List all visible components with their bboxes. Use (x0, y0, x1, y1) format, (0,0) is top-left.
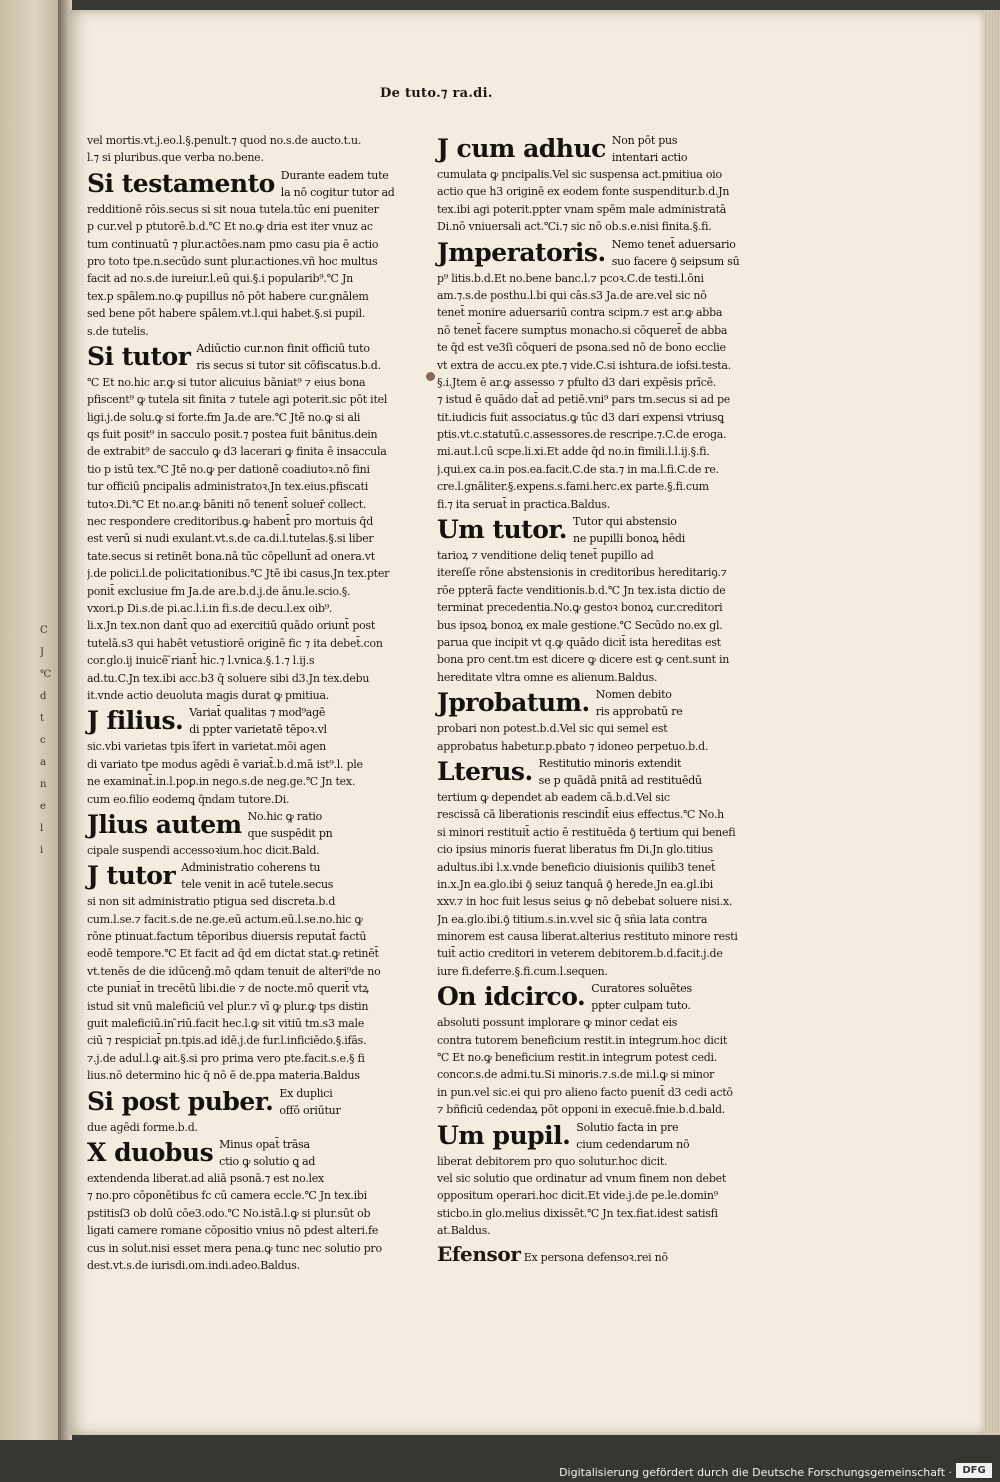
text-line: pfiscent⁹ ꝙ tutela sit finita ⁊ tutele agi poterit.sic pōt itel (87, 393, 388, 407)
fragment-glyph: c (40, 735, 46, 746)
fragment-glyph: C (40, 625, 48, 636)
left-column (87, 132, 432, 1274)
rubric-side-line: Solutio facta in pre (576, 1120, 679, 1134)
rubric-side-line: ppter culpam tuto. (591, 999, 691, 1013)
rubric-word: Lterus. (437, 756, 533, 786)
paragraph (87, 132, 432, 167)
fragment-glyph: n (40, 779, 47, 790)
text-line: ⁊ istud ē quādo dat̄ ad petiē.vni⁹ pars tm.secus si ad pe (437, 393, 731, 407)
text-line: it.vnde actio deuoluta magis durat ꝙ pmitiua. (87, 688, 330, 702)
rubric-side-line: Ex duplici (279, 1086, 333, 1100)
text-line: terminat precedentia.No.ꝙ gestoꝛ bonoꝝ cur.creditori (437, 601, 723, 615)
text-line: p cur.vel p ptutorē.b.d.℃ Et no.ꝙ dria est iter vnuz ac (87, 220, 373, 234)
text-line: oppositum operari.hoc dicit.Et vide.j.de pe.le.domin⁹ (437, 1189, 718, 1203)
text-line: Jn ea.glo.ibi.ꝯ̄ titium.s.in.v.vel sic q̄ sñia lata contra (437, 912, 708, 926)
text-line: tex.ibi agi poterit.ppter vnam spēm male administratā (437, 202, 727, 216)
rubric-word: Si testamento (87, 168, 275, 198)
rubric-side-text (591, 980, 692, 1014)
text-line: tuit̄ actio creditori in veterem debitorem.b.d.facit.j.de (437, 947, 723, 961)
fragment-glyph: t (40, 713, 45, 724)
text-line: ligati camere romane cōpositio vnius nō pdest alteri.fe (87, 1224, 379, 1238)
text-line: est verū si nudi exulant.vt.s.de ca.di.l.tutelas.§.si liber (87, 532, 374, 546)
text-line: ℃ Et no.ꝙ beneficium restit.in integrum potest cedi. (437, 1051, 718, 1065)
rubric-side-line: Nomen debito (595, 688, 672, 702)
rubric-heading (87, 1085, 432, 1119)
text-line: mi.aut.l.cū scpe.li.xi.Et adde q̄d no.in fimili.l.l.ij.§.fi. (437, 445, 710, 459)
text-line: §.i.Jtem ē ar.ꝙ assesso ⁊ pfulto d3 dari expēsis prīcē. (437, 375, 717, 389)
rubric-side-line: Administratio coherens tu (181, 861, 321, 875)
rubric-heading (437, 132, 769, 166)
text-line: at.Baldus. (437, 1224, 491, 1238)
text-line: xxv.⁊ in hoc fuit lesus seius ꝙ nō debebat soluere nisi.x. (437, 895, 733, 909)
paragraph (87, 704, 432, 808)
text-line: in pun.vel sic.ei qui pro alieno facto puenit̄ d3 cedi actō (437, 1085, 733, 1099)
text-line: probari non potest.b.d.Vel sic qui semel est (437, 722, 668, 736)
text-line: bus ipsoꝝ bonoꝝ ex male gestione.℃ Secūdo no.ex gl. (437, 618, 723, 632)
rubric-word: Jprobatum. (437, 688, 590, 718)
text-line: hereditate vltra omne es alienum.Baldus. (437, 670, 658, 684)
paragraph (87, 808, 432, 859)
paragraph (87, 167, 432, 340)
text-line: iure fi.deferre.§.fi.cum.l.sequen. (437, 964, 608, 978)
rubric-side-text (196, 340, 380, 374)
text-line: fi.⁊ ita seruat̄ in practica.Baldus. (437, 497, 610, 511)
text-line: cumulata ꝙ pncipalis.Vel sic suspensa act.pmitiua oio (437, 168, 722, 181)
text-line: p⁹ litis.b.d.Et no.bene banc.l.⁊ pcoꝛ.C.de testi.l.ōni (437, 271, 704, 285)
rubric-side-line: No.hic ꝙ ratio (247, 809, 323, 823)
text-line: tio p istū tex.℃ Jtē no.ꝙ per dationē coadiutoꝛ.nō fini (87, 462, 370, 476)
text-line: facit ad no.s.de iureiur.l.eū qui.§.i popularib⁹.℃ Jn (87, 272, 353, 286)
rubric-word: Um pupil. (437, 1120, 571, 1150)
rubric-side-text (539, 755, 702, 789)
paragraph (87, 1085, 432, 1136)
text-line: contra tutorem beneficium restit.in integrum.hoc dicit (437, 1033, 728, 1047)
paragraph (437, 755, 769, 980)
rubric-side-line: ris secus si tutor sit cōfiscatus.b.d. (196, 358, 381, 372)
rubric-side-text (189, 704, 327, 738)
paragraph (87, 340, 432, 704)
rubric-side-text (596, 686, 683, 720)
rubric-side-line: Restitutio minoris extendit (538, 756, 682, 770)
rubric-word: Um tutor. (437, 515, 567, 545)
rubric-side-line: Durante eadem tute (280, 168, 389, 182)
rubric-side-line: suo facere ꝯ̄ seipsum sū (611, 254, 740, 268)
text-line: lius.nō determino hic q̄ nō ē de.ppa materia.Baldus (87, 1069, 360, 1083)
rubric-word: Jlius autem (87, 809, 242, 839)
rubric-side-line: tele venit in acē tutele.secus (181, 878, 334, 892)
paragraph (87, 859, 432, 1084)
fragment-glyph: i (40, 845, 44, 856)
line-text: Ex persona defensoꝛ.rei nō (523, 1250, 668, 1264)
rubric-heading (437, 755, 769, 789)
fragment-glyph: l (40, 823, 44, 834)
text-line: rōne ptinuat.factum tēporibus diuersis reputat̄ factū (87, 930, 367, 944)
text-line: pro toto tpe.n.secūdo sunt plur.actiones.vñ hoc multus (87, 254, 378, 268)
text-line: vel mortis.vt.j.eo.l.§.penult.⁊ quod no.s.de aucto.t.u. (87, 134, 362, 147)
text-line: vt.tenēs de die idūcenḡ.mō qdam tenuit de alteri⁹de no (87, 964, 381, 978)
text-line: approbatus habetur.p.pbato ⁊ idoneo perpetuo.b.d. (437, 739, 709, 753)
text-line: sticbo.in glo.melius dixissēt.℃ Jn tex.fiat.idest satisfi (437, 1206, 718, 1220)
text-line: eodē tempore.℃ Et facit ad q̄d em dictat stat.ꝙ retinēt̄ (87, 947, 379, 961)
paragraph (437, 236, 769, 513)
rubric-word: Si tutor (87, 341, 191, 371)
text-line: dest.vt.s.de iurisdi.om.indi.adeo.Baldus. (87, 1258, 300, 1272)
rubric-word: Si post puber. (87, 1086, 274, 1116)
rubric-side-text (279, 1085, 340, 1119)
text-line: itereſſe rōne abstensionis in creditoribus hereditariꝯ.⁊ (437, 566, 727, 580)
rubric-side-line: offō oriūtur (279, 1103, 341, 1117)
text-line: tex.p spālem.no.ꝙ pupillus nō pōt habere cur.gnālem (87, 289, 369, 303)
text-line: vxori.p Di.s.de pi.ac.l.i.in fi.s.de decu.l.ex oib⁹. (87, 601, 333, 615)
rubric-heading (87, 704, 432, 738)
text-line: de extrabit⁹ de sacculo ꝙ d3 lacerari ꝙ finita ē insaccula (87, 445, 387, 459)
text-line: am.⁊.s.de posthu.l.bi qui cās.s3 Ja.de are.vel sic nō (437, 288, 707, 302)
rubric-side-line: Curatores soluētes (591, 982, 692, 996)
ink-stain (426, 372, 435, 381)
text-line: sed bene pōt habere spālem.vt.l.qui habet.§.si pupil. (87, 307, 366, 321)
text-line: absoluti possunt implorare ꝙ minor cedat eis (437, 1016, 678, 1030)
rubric-side-text (573, 513, 685, 547)
fragment-glyph: e (40, 801, 46, 812)
text-line: ligi.j.de solu.ꝙ si forte.fm Ja.de are.℃ Jtē no.ꝙ si ali (87, 410, 361, 424)
text-line: cio ipsius minoris fuerat liberatus fm Di.Jn glo.titius (437, 843, 713, 857)
fragment-glyph: ℃ (40, 669, 52, 680)
text-line: ciū ⁊ respiciat̄ pn.tpis.ad idē.j.de fur.l.inficiēdo.§.ifās. (87, 1034, 367, 1048)
fragment-glyph: J (40, 647, 45, 658)
rubric-word: J cum adhuc (437, 134, 606, 163)
text-line: ⁊.j.de adul.l.ꝙ ait.§.si pro prima vero pte.facit.s.e.§ fi (87, 1051, 365, 1065)
rubric-heading (437, 686, 769, 720)
paragraph (437, 1119, 769, 1240)
text-line: l.⁊ si pluribus.que verba no.bene. (87, 151, 264, 165)
text-line: te q̄d est ve3ſi cōqueri de psona.sed nō de bono ecclie (437, 341, 726, 355)
text-line: Di.nō vniuersali act.℃i.⁊ sic nō ob.s.e.nisi finita.§.fi. (437, 220, 712, 234)
fragment-glyph: d (40, 691, 47, 702)
previous-page-edge (0, 0, 60, 1440)
text-line: cipale suspendi accessoꝛium.hoc dicit.Bald. (87, 843, 320, 857)
text-line: tertium ꝙ dependet ab eadem cā.b.d.Vel sic (437, 790, 670, 804)
rubric-side-text (219, 1136, 315, 1170)
rubric-side-line: que suspēdit pn (247, 826, 333, 840)
paragraph (87, 1136, 432, 1274)
text-line: tur officiū pncipalis administratoꝛ.Jn tex.eius.pfiscati (87, 480, 368, 494)
rubric-side-line: Adiūctio cur.non finit officiū tuto (196, 341, 370, 355)
text-line: tenet̄ monire aduersariū contra scipm.⁊ est ar.ꝙ abba (437, 306, 723, 320)
paragraph (437, 1240, 769, 1268)
rubric-heading (87, 859, 432, 893)
rubric-word: Efensor (437, 1241, 521, 1266)
rubric-word: X duobus (87, 1137, 214, 1167)
text-line: cum.l.se.⁊ facit.s.de ne.ge.eū actum.eū.l.se.no.hic ꝙ (87, 912, 363, 926)
text-line: actio que h3 originē ex eodem fonte suspenditur.b.d.Jn (437, 185, 730, 199)
text-line: vel sic solutio que ordinatur ad vnum finem non debet (437, 1171, 727, 1185)
text-line: due agēdi forme.b.d. (87, 1120, 198, 1134)
rubric-side-text (612, 132, 687, 166)
text-line: bona pro cent.tm est dicere ꝙ dicere est ꝙ cent.sunt in (437, 653, 730, 667)
paragraph (437, 513, 769, 686)
text-line: di variato tpe modus agēdi ē variat̄.b.d.mā ist⁹.l. ple (87, 757, 363, 771)
text-line: ptis.vt.c.statutū.c.assessores.de rescripe.⁊.C.de eroga. (437, 428, 727, 442)
text-line: liberat debitorem pro quo solutur.hoc dicit. (437, 1154, 668, 1168)
text-line: qs fuit posit⁹ in sacculo posit.⁊ postea fuit bānitus.dein (87, 428, 378, 442)
text-line: cum eo.filio eodemꝗ q̄ndam tutore.Di. (87, 792, 290, 806)
text-line: cre.l.gnāliter.§.expens.s.fami.herc.ex parte.§.fi.cum (437, 480, 709, 494)
text-line: sic.vbi varietas tpis īfert in varietat.mōi agen (87, 740, 326, 754)
text-line: tarioꝝ ⁊ venditione deliq tenet̄ pupillo ad (437, 549, 654, 563)
rubric-side-line: Nemo tenet̄ aduersario (611, 237, 736, 251)
rubric-side-text (181, 859, 333, 893)
rubric-heading (87, 1136, 432, 1170)
text-line: j.qui.ex ca.in pos.ea.facit.C.de sta.⁊ in ma.l.fi.C.de re. (437, 462, 719, 476)
rubric-side-line: Variat̄ qualitas ⁊ mod⁹agē (189, 706, 326, 720)
rubric-heading (87, 340, 432, 374)
rubric-heading (437, 236, 769, 270)
text-line: vt extra de accu.ex pte.⁊ vide.C.si ishtura.de iofsi.testa. (437, 358, 731, 372)
rubric-heading (87, 808, 432, 842)
rubric-word: On idcirco. (437, 982, 586, 1012)
paragraph (437, 980, 769, 1118)
text-line: parua que incipit vt q.ꝙ quādo dicit̄ ista hereditas est (437, 635, 721, 649)
rubric-word: Jmperatoris. (437, 237, 606, 267)
text-line: nec respondere creditoribus.ꝙ habent̄ pro mortuis q̄d (87, 515, 373, 529)
rubric-side-line: Minus opat̄ trāsa (219, 1137, 310, 1151)
text-line: nō tenet̄ facere sumptus monacho.si cōqueret̄ de abba (437, 323, 728, 337)
rubric-heading (437, 980, 769, 1014)
text-line: pstitisſ3 ob dolū cōe3.odo.℃ No.istā.l.ꝙ si plur.sūt ob (87, 1206, 371, 1220)
rubric-side-text (612, 236, 740, 270)
rubric-side-line: ne pupilli bonoꝝ hēdi (573, 532, 685, 546)
page-edges (984, 10, 1000, 1435)
paragraph (437, 132, 769, 236)
text-line: guit maleficiū.in ̄riū.facit hec.l.ꝙ sit vitiū tm.s3 male (87, 1017, 364, 1031)
rubric-side-line: Tutor qui abstensio (573, 515, 677, 529)
funding-note: Digitalisierung gefördert durch die Deutsche Forschungsgemeinschaft · (559, 1466, 952, 1479)
text-line: si non sit administratio ptigua sed discreta.b.d (87, 895, 336, 909)
text-line: rescissā cā liberationis rescindit̄ eius effectus.℃ No.h (437, 808, 724, 822)
text-line: ⁊ no.pro cōponētibus fc cū camera eccle.℃ Jn tex.ibi (87, 1189, 367, 1203)
rubric-side-line: di ppter varietatē tēpoꝛ.vl (189, 723, 327, 737)
text-line: tum continuatū ⁊ plur.actōes.nam pmo casu pia ē actio (87, 237, 379, 251)
text-line: li.x.Jn tex.non dant̄ quo ad exercitiū quādo oriunt̄ post (87, 619, 376, 633)
rubric-side-line: cium cedendarum nō (576, 1137, 690, 1151)
text-line: ℃ Et no.hic ar.ꝙ si tutor alicuius bāniat⁹ ⁊ eius bona (87, 375, 366, 389)
text-line: in.x.Jn ea.glo.ibi ꝯ̄ seiuz tanquā ꝯ̄ herede.Jn ea.gl.ibi (437, 877, 713, 891)
text-line: concor.s.de admi.tu.Si minoris.⁊.s.de mi.l.ꝙ si minor (437, 1068, 715, 1082)
text-line (437, 1240, 769, 1268)
dfg-logo: DFG (956, 1463, 992, 1478)
rubric-heading (437, 513, 769, 547)
rubric-side-line: la nō cogitur tutor ad (280, 185, 395, 199)
text-line: tutelā.s3 qui habēt vetustiorē originē fic ⁊ ita debet̄.con (87, 636, 383, 650)
text-line: extendenda liberat.ad aliā psonā.⁊ est no.lex (87, 1171, 325, 1185)
rubric-heading (437, 1119, 769, 1153)
fragment-glyph: a (40, 757, 46, 768)
rubric-word: J tutor (87, 861, 176, 891)
text-line: tate.secus si retinēt bona.nā tūc cōpellunt̄ ad onera.vt (87, 549, 375, 563)
paragraph (437, 686, 769, 755)
text-line: ad.tu.C.Jn tex.ibi acc.b3 q̄ soluere sibi d3.Jn tex.debu (87, 671, 370, 685)
text-line: si minori restituit̄ actio ē restituēda ꝯ̄ tertium qui benefi (437, 825, 736, 839)
text-line: ne examinat̄.in.l.poꝑ.in nego.s.de neg.ge.℃ Jn tex. (87, 775, 356, 789)
text-line: s.de tutelis. (87, 324, 149, 338)
rubric-side-text (248, 808, 333, 842)
text-line: cus in solut.nisi esset mera pena.ꝙ tunc nec solutio pro (87, 1241, 382, 1255)
text-line: rōe ppterā facte venditionis.b.d.℃ Jn tex.ista dictio de (437, 583, 726, 597)
rubric-word: J filius. (87, 706, 184, 736)
rubric-side-line: ctio ꝙ solutio ꝗ ad (219, 1154, 316, 1168)
rubric-side-line: intentari actio (611, 151, 688, 164)
text-line: istud sit vnū maleficiū vel plur.⁊ vī ꝙ plur.ꝙ tps distin (87, 999, 369, 1013)
text-line: minorem est causa liberat.alterius restituto minore resti (437, 930, 738, 944)
text-line: tit.iudicis fuit associatus.ꝙ tūc d3 dari expensi vtriusꝗ (437, 410, 724, 424)
rubric-side-text (281, 167, 395, 201)
text-line: j.de polici.l.de policitationibus.℃ Jtē ibi casus.Jn tex.pter (87, 567, 390, 581)
rubric-heading (87, 167, 432, 201)
running-head: De tuto.⁊ ra.di. (380, 86, 493, 101)
text-line: tutoꝛ.Di.℃ Et no.ar.ꝙ bāniti nō tenent̄ soluer̄ collect. (87, 497, 367, 511)
right-column (437, 132, 769, 1268)
rubric-side-line: Non pōt pus (611, 134, 678, 147)
text-line: ponit̄ exclusiue fm Ja.de are.b.d.j.de ānu.le.scio.§. (87, 584, 351, 598)
rubric-side-line: se p quādā pnitā ad restituēdū (538, 773, 702, 787)
text-line: adultus.ibi l.x.vnde beneficio diuisionis quilib3 tenet̄ (437, 860, 716, 874)
text-line: redditionē rōis.secus si sit noua tutela.tūc eni pueniter (87, 202, 379, 216)
text-line: cte puniat̄ in trecētū libi.die ⁊ de nocte.mō querit̄ vtꝝ (87, 982, 369, 996)
text-line: ⁊ bñficiū cedendaꝝ pōt opponi in execuē.fnie.b.d.bald. (437, 1103, 726, 1117)
text-line: cor.glo.ij inuicē ̄riant̄ hic.⁊ l.vnica.§.1.⁊ l.ij.s (87, 654, 315, 668)
rubric-side-line: ris approbatū re (595, 705, 683, 719)
rubric-side-text (576, 1119, 689, 1153)
